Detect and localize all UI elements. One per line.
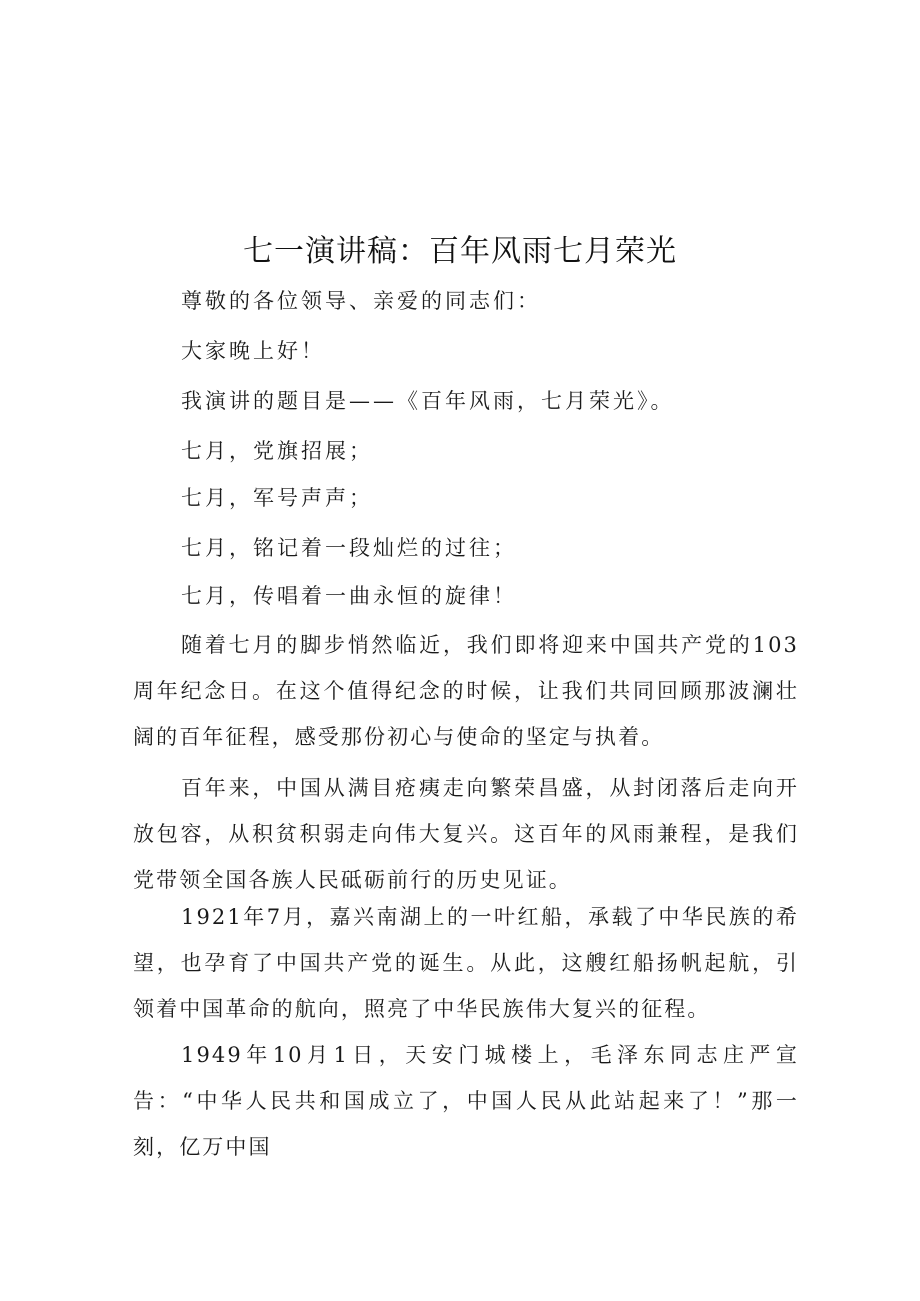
- verse-line: 七月，军号声声；: [181, 486, 373, 510]
- salutation-line: 尊敬的各位领导、亲爱的同志们：: [181, 289, 541, 313]
- body-paragraph: 1949年10月1日，天安门城楼上，毛泽东同志庄严宣告：“中华人民共和国成立了，中国人民从此站起来了！”那一刻，亿万中国: [133, 1043, 799, 1159]
- body-paragraph: 随着七月的脚步悄然临近，我们即将迎来中国共产党的103周年纪念日。在这个值得纪念的时候，让我们共同回顾那波澜壮阔的百年征程，感受那份初心与使命的坚定与执着。: [133, 633, 799, 749]
- body-paragraph: 百年来，中国从满目疮痍走向繁荣昌盛，从封闭落后走向开放包容，从积贫积弱走向伟大复兴。这百年的风雨兼程，是我们党带领全国各族人民砥砺前行的历史见证。: [133, 776, 799, 892]
- verse-line: 七月，传唱着一曲永恒的旋律！: [181, 584, 517, 608]
- body-paragraph: 1921年7月，嘉兴南湖上的一叶红船，承载了中华民族的希望，也孕育了中国共产党的诞生。从此，这艘红船扬帆起航，引领着中国革命的航向，照亮了中华民族伟大复兴的征程。: [133, 905, 799, 1021]
- greeting-line: 大家晚上好！: [181, 339, 325, 363]
- document-title: 七一演讲稿：百年风雨七月荣光: [243, 234, 677, 269]
- verse-line: 七月，党旗招展；: [181, 439, 373, 463]
- topic-line: 我演讲的题目是——《百年风雨，七月荣光》。: [181, 389, 675, 413]
- verse-line: 七月，铭记着一段灿烂的过往；: [181, 536, 517, 560]
